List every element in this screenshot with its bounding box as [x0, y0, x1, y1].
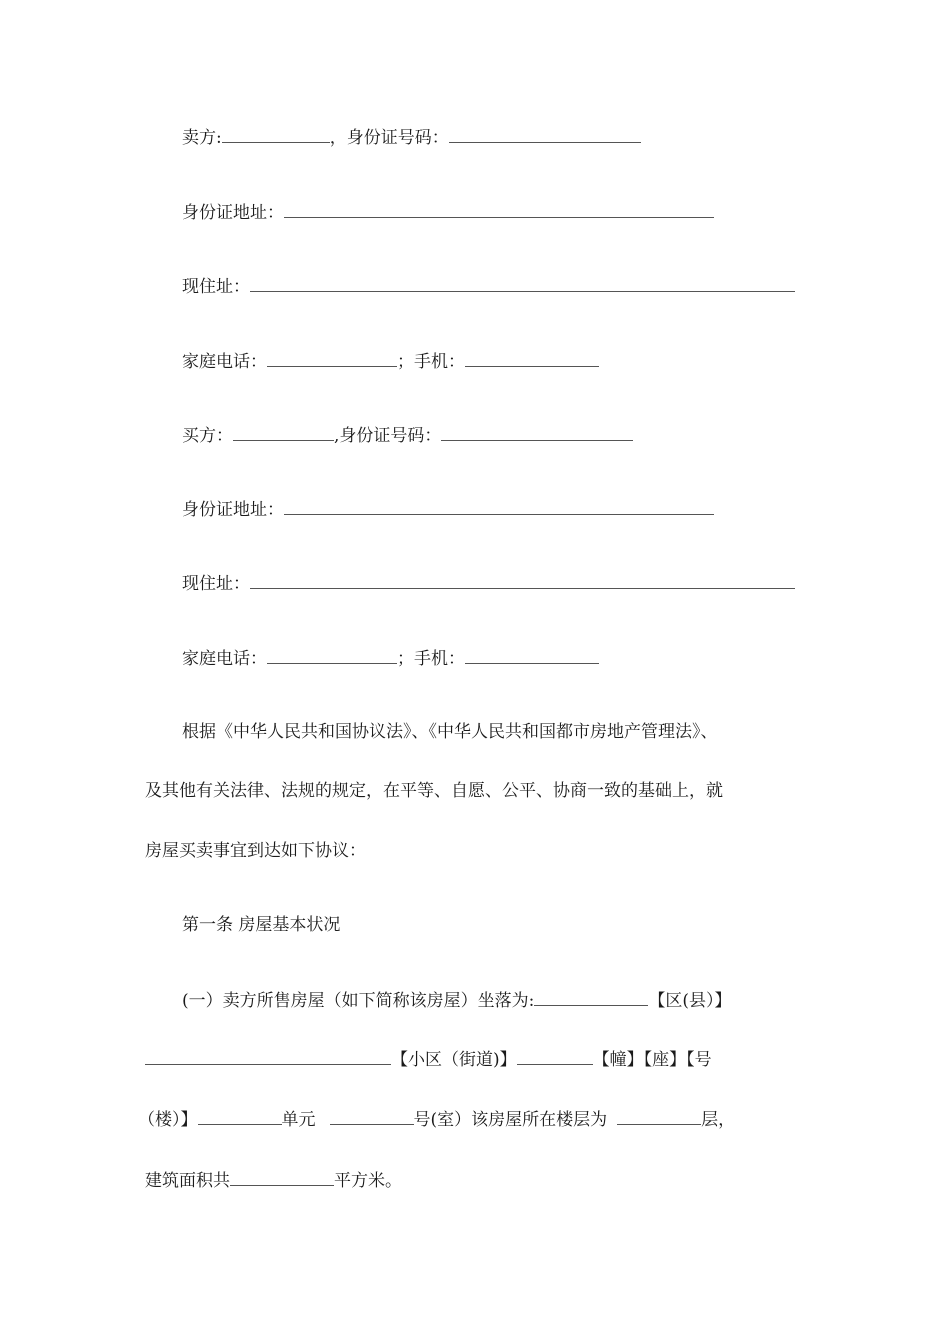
- buyer-id-field[interactable]: [441, 423, 633, 441]
- district-label: 【区(县）】: [648, 991, 732, 1011]
- building-label: 【幢】【座】【号: [592, 1050, 712, 1070]
- article-1-line-4: [145, 1168, 402, 1192]
- seller-home-phone-label: 家庭电话：: [182, 352, 267, 372]
- buyer-current-address-line: [182, 571, 795, 595]
- seller-home-phone-field[interactable]: [267, 349, 397, 367]
- floor-field[interactable]: [617, 1107, 701, 1125]
- seller-id-label: ，身份证号码：: [329, 128, 449, 148]
- unit-field[interactable]: [198, 1107, 282, 1125]
- room-label: 号(室）该房屋所在楼层为: [413, 1110, 608, 1130]
- buyer-id-address-field[interactable]: [284, 497, 714, 515]
- community-label: 【小区（街道)】: [391, 1050, 517, 1070]
- buyer-mobile-label: ；手机：: [397, 649, 465, 669]
- article-1-title: 第一条 房屋基本状况: [182, 915, 341, 935]
- seller-id-address-label: 身份证地址：: [182, 203, 284, 223]
- preamble-line-3: 房屋买卖事宜到达如下协议：: [145, 841, 366, 861]
- seller-id-address-line: [182, 200, 714, 224]
- article-1-line-2: [145, 1047, 712, 1071]
- community-field[interactable]: [145, 1047, 391, 1065]
- seller-mobile-field[interactable]: [465, 349, 599, 367]
- building-field[interactable]: [517, 1047, 593, 1065]
- seller-current-address-line: [182, 274, 795, 298]
- seller-name-field[interactable]: [222, 125, 330, 143]
- buyer-current-address-label: 现住址：: [182, 574, 250, 594]
- buyer-id-address-label: 身份证地址：: [182, 500, 284, 520]
- seller-id-field[interactable]: [449, 125, 641, 143]
- seller-current-address-field[interactable]: [250, 274, 795, 292]
- seller-current-address-label: 现住址：: [182, 277, 250, 297]
- seller-label: 卖方:: [182, 128, 222, 148]
- seller-phone-line: [182, 349, 599, 373]
- floor-label: 层，: [701, 1110, 736, 1130]
- buyer-mobile-field[interactable]: [465, 646, 599, 664]
- seller-mobile-label: ；手机：: [397, 352, 465, 372]
- seller-id-address-field[interactable]: [284, 200, 714, 218]
- buyer-name-line: [182, 423, 633, 447]
- location-intro: (一）卖方所售房屋（如下简称该房屋）坐落为:: [182, 991, 535, 1011]
- buyer-home-phone-field[interactable]: [267, 646, 397, 664]
- buyer-name-field[interactable]: [233, 423, 334, 441]
- unit-label: 单元: [281, 1110, 316, 1130]
- buyer-id-address-line: [182, 497, 714, 521]
- buyer-home-phone-label: 家庭电话：: [182, 649, 267, 669]
- lou-label: （楼）】: [138, 1110, 198, 1130]
- buyer-current-address-field[interactable]: [250, 571, 795, 589]
- article-1-line-1: [182, 988, 732, 1012]
- buyer-id-label: ,身份证号码：: [334, 426, 442, 446]
- area-field[interactable]: [230, 1168, 334, 1186]
- room-field[interactable]: [330, 1107, 414, 1125]
- area-label: 建筑面积共: [145, 1171, 230, 1191]
- buyer-label: 买方：: [182, 426, 233, 446]
- preamble-line-2: 及其他有关法律、法规的规定，在平等、自愿、公平、协商一致的基础上，就: [145, 781, 723, 801]
- buyer-phone-line: [182, 646, 599, 670]
- district-field[interactable]: [534, 988, 648, 1006]
- article-1-line-3: [138, 1107, 735, 1131]
- preamble-line-1: 根据《中华人民共和国协议法》、《中华人民共和国都市房地产管理法》、: [182, 722, 718, 742]
- area-unit-label: 平方米。: [334, 1171, 402, 1191]
- seller-name-line: [182, 125, 641, 149]
